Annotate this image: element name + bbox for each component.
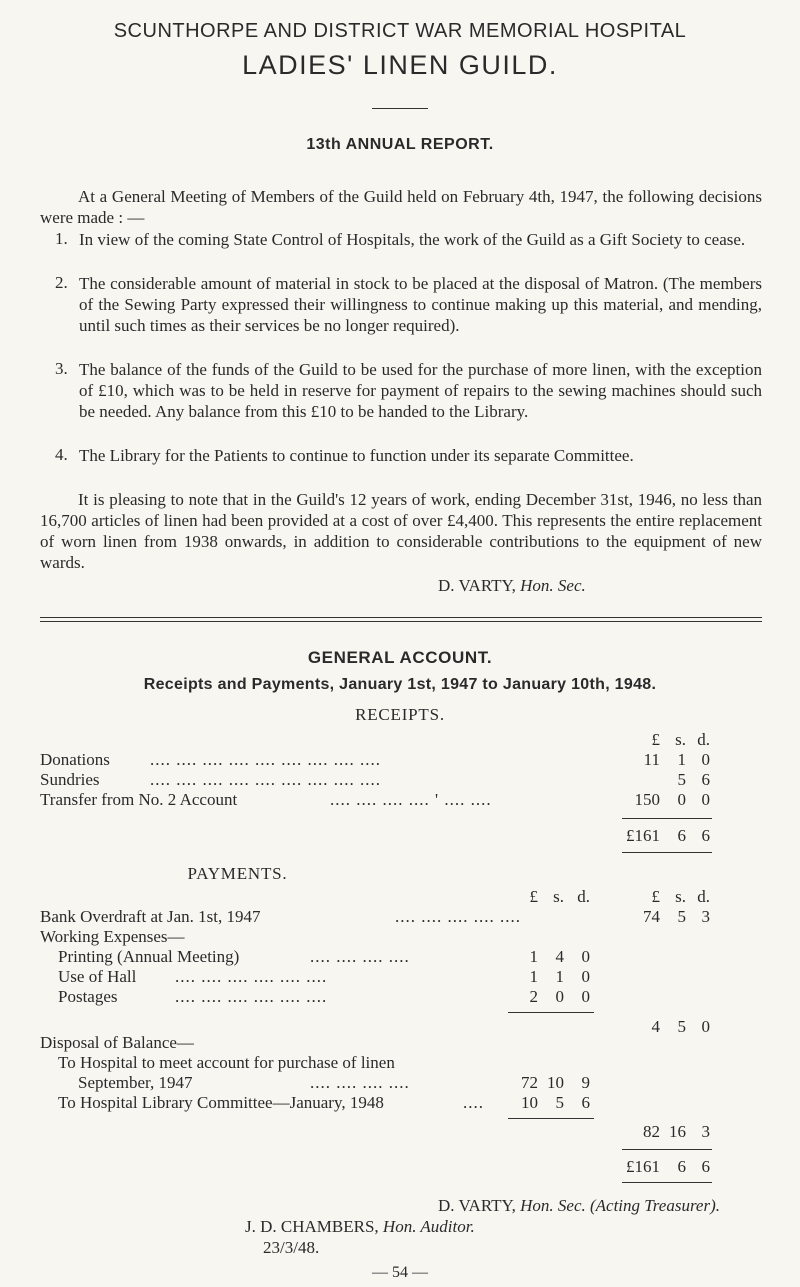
expense-label: Postages [58,987,118,1006]
receipts-heading: RECEIPTS. [355,705,445,724]
working-total-pounds: 4 [651,1017,660,1036]
shillings-header: s. [675,730,686,749]
treasurer-signature [438,1196,720,1216]
page-number: — 54 — [372,1264,428,1281]
treasurer-title: Hon. Sec. (Acting Treasurer). [520,1196,720,1215]
expense-pounds: 2 [529,987,538,1006]
receipts-subtotal-rule [622,818,712,819]
shillings-header: s. [675,887,686,906]
secretary-signature [438,576,586,596]
disposal-heading: Disposal of Balance— [40,1033,194,1052]
secretary-title: Hon. Sec. [520,576,586,595]
header-divider [372,108,428,109]
decision-number: 1. [55,229,68,248]
receipts-total-shillings: 6 [677,826,686,845]
expense-leader: .... .... .... .... .... .... [175,967,328,986]
disposal-shillings: 5 [555,1093,564,1112]
payments-total-pounds: £161 [626,1157,660,1176]
expense-pence: 0 [581,987,590,1006]
payment-pounds: 74 [643,907,660,926]
decision-text: In view of the coming State Control of Hospitals, the work of the Guild as a Gift Society to cease. [79,230,746,249]
expense-leader: .... .... .... .... .... .... [175,987,328,1006]
receipts-total-rule [622,852,712,853]
disposal-label: To Hospital Library Committee—January, 1948 [58,1093,384,1112]
disposal-total-shillings: 16 [669,1122,686,1141]
section-divider-top [40,617,762,618]
receipt-leader: .... .... .... .... ' .... .... [330,790,492,809]
closing-paragraph: It is pleasing to note that in the Guild's 12 years of work, ending December 31st, 1946, no less than 16,700 articles of linen had been provided at a cost of over £4,400. This represents the entire replacement of worn linen from 1938 onwards, in addition to considerable contributions to the equipment of new wards. [40,490,762,572]
report-title: 13th ANNUAL REPORT. [306,136,494,153]
receipt-shillings: 0 [677,790,686,809]
pounds-header: £ [651,730,660,749]
decision-text: The balance of the funds of the Guild to be used for the purchase of more linen, with the exception of £10, which was to be held in reserve for payment of repairs to the sewing machines should such be needed. Any balance from this £10 to be handed to the Library. [79,360,762,421]
receipts-total-pence: 6 [701,826,710,845]
receipt-pence: 6 [701,770,710,789]
hospital-name: SCUNTHORPE AND DISTRICT WAR MEMORIAL HOSPITAL [113,20,687,42]
expense-pence: 0 [581,967,590,986]
disposal-pence: 6 [581,1093,590,1112]
pence-header: d. [697,887,710,906]
expense-pence: 0 [581,947,590,966]
decision-text: The considerable amount of material in stock to be placed at the disposal of Matron. (The members of the Sewing Party expressed their willingness to continue making up this material, and mending, until such times as their services be no longer required). [79,274,762,335]
expense-pounds: 1 [529,967,538,986]
account-title: GENERAL ACCOUNT. [307,648,493,667]
section-divider-bottom [40,621,762,622]
sub-pence-header: d. [577,887,590,906]
working-total-shillings: 5 [677,1017,686,1036]
auditor-title: Hon. Auditor. [382,1217,475,1236]
receipt-leader: .... .... .... .... .... .... .... .... .... [150,750,381,769]
receipt-pounds: 150 [634,790,660,809]
decision-number: 2. [55,273,68,292]
auditor-name: J. D. CHAMBERS, [245,1217,379,1236]
expense-shillings: 0 [555,987,564,1006]
sub-pounds-header: £ [529,887,538,906]
payment-label: Bank Overdraft at Jan. 1st, 1947 [40,907,261,926]
receipts-total-pounds: £161 [626,826,660,845]
payments-total-rule [622,1182,712,1183]
receipt-shillings: 5 [677,770,686,789]
disposal-leader: .... [463,1093,484,1112]
payments-subtotal-rule [622,1149,712,1150]
expense-shillings: 1 [555,967,564,986]
payment-leader: .... .... .... .... .... [395,907,521,926]
receipt-shillings: 1 [677,750,686,769]
receipt-label: Sundries [40,770,100,789]
expense-label: Printing (Annual Meeting) [58,947,240,966]
account-subtitle: Receipts and Payments, January 1st, 1947 to January 10th, 1948. [143,676,657,693]
guild-name: LADIES' LINEN GUILD. [242,50,558,80]
expense-shillings: 4 [555,947,564,966]
receipt-leader: .... .... .... .... .... .... .... .... .... [150,770,381,789]
expense-leader: .... .... .... .... [310,947,410,966]
receipt-pence: 0 [701,750,710,769]
pounds-header: £ [651,887,660,906]
expense-label: Use of Hall [58,967,137,986]
disposal-pounds: 72 [521,1073,538,1092]
payments-total-pence: 6 [701,1157,710,1176]
disposal-total-pounds: 82 [643,1122,660,1141]
disposal-leader: .... .... .... .... [310,1073,410,1092]
disposal-label-cont: September, 1947 [78,1073,193,1092]
secretary-name: D. VARTY, [438,576,516,595]
disposal-subtotal-rule [508,1118,594,1119]
payment-shillings: 5 [677,907,686,926]
decision-text: The Library for the Patients to continue to function under its separate Committee. [79,446,634,465]
disposal-pounds: 10 [521,1093,538,1112]
working-total-pence: 0 [701,1017,710,1036]
receipt-pounds: 11 [643,750,660,769]
receipt-pence: 0 [701,790,710,809]
receipt-label: Donations [40,750,110,769]
disposal-pence: 9 [581,1073,590,1092]
decision-number: 3. [55,359,68,378]
payment-pence: 3 [701,907,710,926]
disposal-shillings: 10 [547,1073,564,1092]
disposal-total-pence: 3 [701,1122,710,1141]
sub-shillings-header: s. [553,887,564,906]
working-subtotal-rule [508,1012,594,1013]
expense-pounds: 1 [529,947,538,966]
treasurer-name: D. VARTY, [438,1196,516,1215]
payments-total-shillings: 6 [677,1157,686,1176]
payments-heading: PAYMENTS. [187,864,288,883]
receipt-label: Transfer from No. 2 Account [40,790,238,809]
pence-header: d. [697,730,710,749]
intro-paragraph: At a General Meeting of Members of the Guild held on February 4th, 1947, the following decisions were made : — [40,187,762,227]
report-date: 23/3/48. [263,1238,320,1257]
disposal-label: To Hospital to meet account for purchase of linen [58,1053,395,1072]
auditor-signature [245,1217,475,1237]
working-expenses-heading: Working Expenses— [40,927,185,946]
decision-number: 4. [55,445,68,464]
